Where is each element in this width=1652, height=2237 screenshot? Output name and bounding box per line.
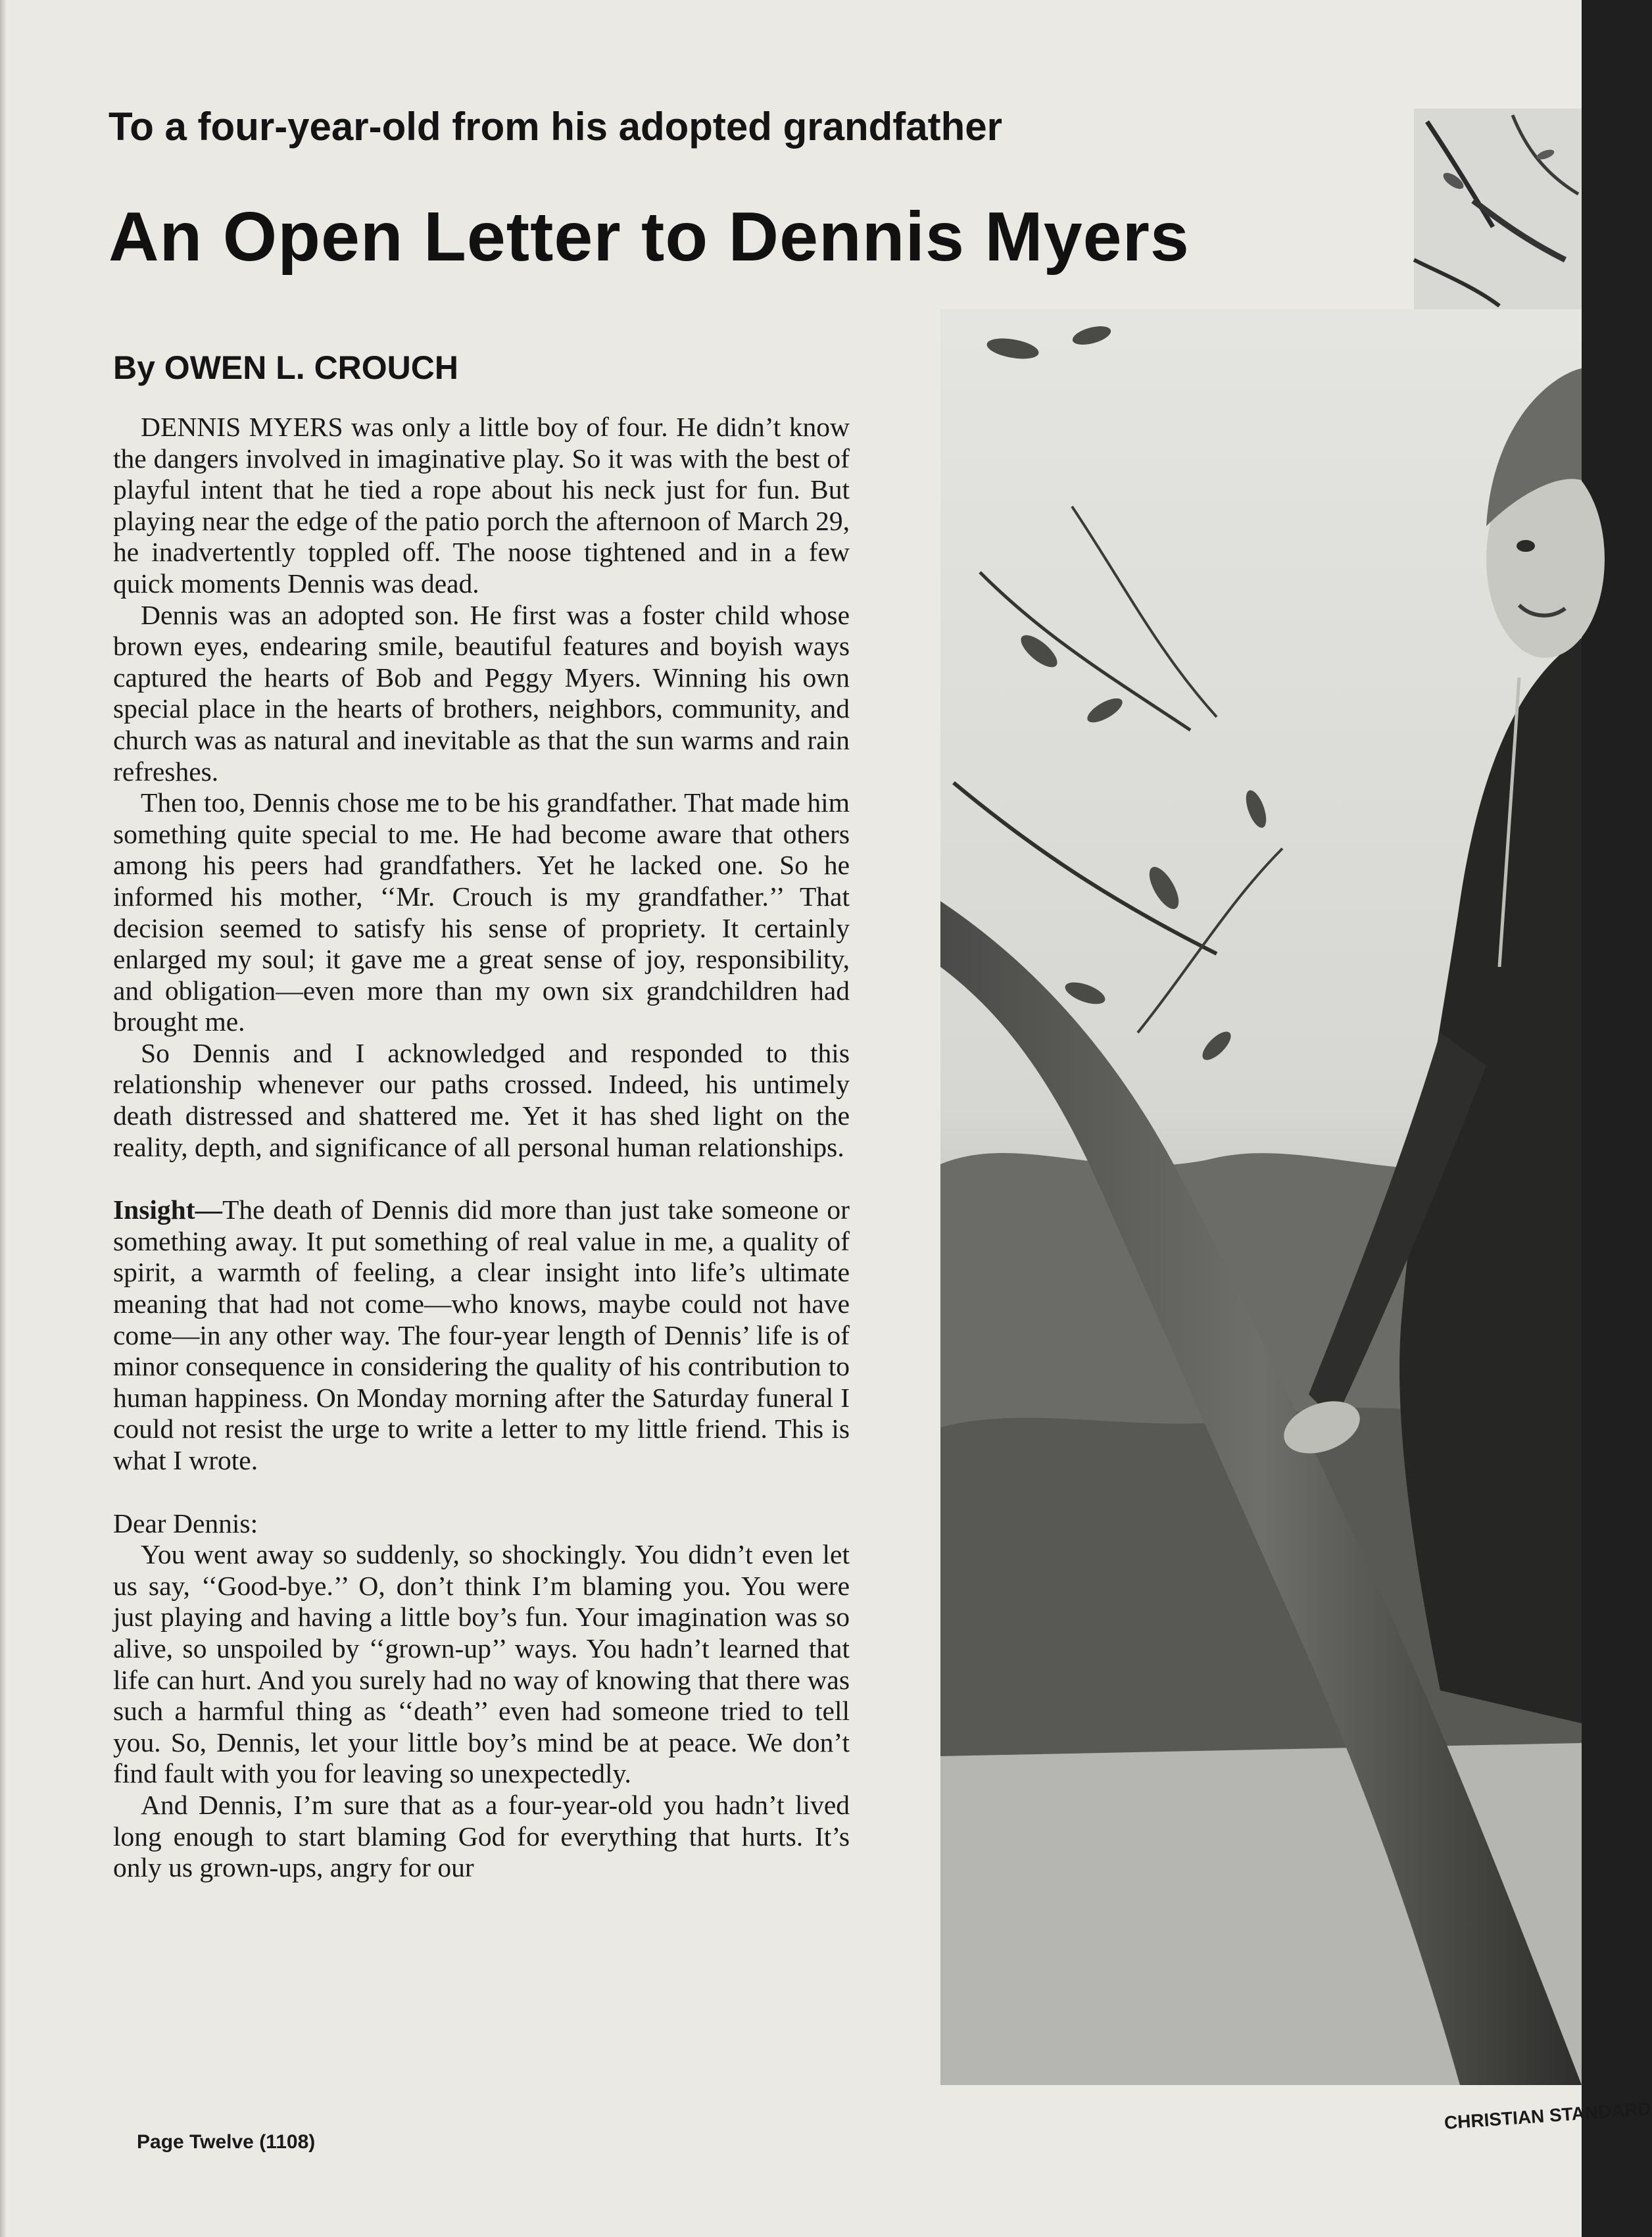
article-byline: By OWEN L. CROUCH bbox=[113, 349, 458, 386]
letter-paragraph: And Dennis, I’m sure that as a four-year-old you hadn’t lived long enough to start blaming God for everything that hurts. It’s only us grown-ups, angry for our bbox=[113, 1789, 850, 1883]
body-paragraph: Then too, Dennis chose me to be his grandfather. That made him something quite special to me. He had become aware that others among his peers had grandfathers. Yet he lacked one. So he informed his mother, ‘‘Mr. Crouch is my grandfather.’’ That decision seemed to satisfy his sense of propriety. It certainly enlarged my soul; it gave me a great sense of joy, responsibility, and obligation—even more than my own six grandchildren had brought me. bbox=[113, 787, 850, 1037]
photo-top-branches bbox=[1414, 109, 1582, 312]
letter-paragraph: You went away so suddenly, so shockingly. You didn’t even let us say, ‘‘Good-bye.’’ O, don’t think I’m blaming you. You were just playing and having a little boy’s fun. Your imagination was so alive, so unspoiled by ‘‘grown-up’’ ways. You hadn’t learned that life can hurt. And you surely had no way of knowing that there was such a harmful thing as ‘‘death’’ even had someone tried to tell you. So, Dennis, let your little boy’s mind be at peace. We don’t find fault with you for leaving so unexpectedly. bbox=[113, 1539, 850, 1789]
insight-paragraph bbox=[113, 1194, 850, 1476]
body-paragraph: So Dennis and I acknowledged and responded to this relationship whenever our paths crossed. Indeed, his untimely death distressed and shattered me. Yet it has shed light on the reality, depth, and significance of all personal human relationships. bbox=[113, 1037, 850, 1162]
publication-name: CHRISTIAN STANDARD bbox=[1444, 2098, 1652, 2133]
body-paragraph: Dennis was an adopted son. He first was a foster child whose brown eyes, endearing smile, beautiful features and boyish ways captured the hearts of Bob and Peggy Myers. Winning his own special place in the hearts of brothers, neighbors, community, and church was as natural and inevitable as that the sun warms and rain refreshes. bbox=[113, 599, 850, 787]
photo-boy-in-tree bbox=[940, 309, 1582, 2085]
insight-lead: Insight— bbox=[113, 1194, 223, 1225]
body-paragraph: DENNIS MYERS was only a little boy of four. He didn’t know the dangers involved in imaginative play. So it was with the best of playful intent that he tied a rope about his neck just for fun. But playing near the edge of the patio porch the afternoon of March 29, he inadvertently toppled off. The noose tightened and in a few quick moments Dennis was dead. bbox=[113, 412, 850, 599]
page-number: Page Twelve (1108) bbox=[137, 2131, 316, 2153]
article-title: An Open Letter to Dennis Myers bbox=[109, 198, 1190, 276]
letter-salutation: Dear Dennis: bbox=[113, 1508, 258, 1538]
article-overline: To a four-year-old from his adopted grandfather bbox=[109, 105, 1002, 149]
article-body bbox=[113, 412, 850, 1884]
insight-text: The death of Dennis did more than just take someone or something away. It put something of real value in me, a quality of spirit, a warmth of feeling, a clear insight into life’s ultimate meaning that had not come—who knows, maybe could not have come—in any other way. The four-year length of Dennis’ life is of minor consequence in considering the quality of his contribution to human happiness. On Monday morning after the Saturday funeral I could not resist the urge to write a letter to my little friend. This is what I wrote. bbox=[113, 1194, 850, 1475]
